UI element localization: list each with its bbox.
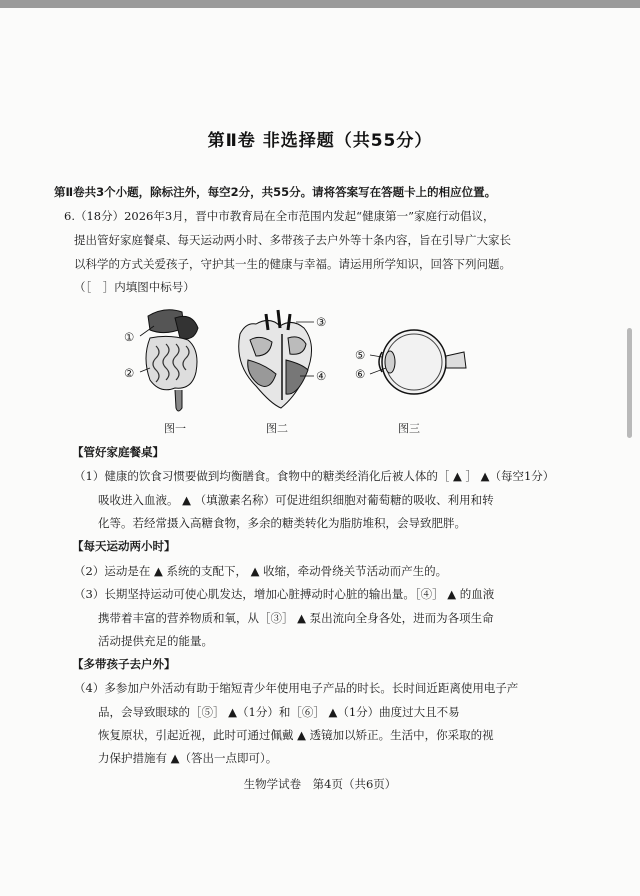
figure-label-4: ④ [316,369,327,383]
digestive-system-figure [120,298,220,418]
question-4-line-2: 品，会导致眼球的［⑤］ ▲（1分）和［⑥］ ▲（1分）曲度过大且不易 [98,705,460,719]
question-4-line-3: 恢复原状，引起近视，此时可通过佩戴 ▲ 透镜加以矫正。生活中，你采取的视 [98,728,494,742]
scrollbar-thumb[interactable] [627,328,632,438]
question-4-line-4: 力保护措施有 ▲（答出一点即可）。 [98,751,278,765]
figure-label-2: ② [124,366,135,380]
question-1-line-3: 化等。若经常摄入高糖食物，多余的糖类转化为脂肪堆积，会导致肥胖。 [98,516,466,530]
question-6-line-4: （［ ］内填图中标号） [74,280,195,294]
figure-3-caption: 图三 [398,422,420,435]
figure-label-1: ① [124,330,135,344]
exam-page [0,8,640,896]
question-4-line-1: （4）多参加户外活动有助于缩短青少年使用电子产品的时长。长时间近距离使用电子产 [74,681,519,695]
figure-label-6: ⑥ [355,367,366,381]
question-6-line-1: 6.（18分）2026年3月，晋中市教育局在全市范围内发起“健康第一”家庭行动倡议， [64,209,495,223]
section-1-heading: 【管好家庭餐桌】 [72,445,164,459]
section-2-heading: 【每天运动两小时】 [72,539,176,553]
question-3-line-2: 携带着丰富的营养物质和氧，从［③］ ▲ 泵出流向全身各处，进而为各项生命 [98,611,494,625]
question-1-line-2: 吸收进入血液。 ▲ （填激素名称）可促进组织细胞对葡萄糖的吸收、利用和转 [98,493,494,507]
figure-2-caption: 图二 [266,422,288,435]
figure-label-3: ③ [316,315,327,329]
question-1-line-1: （1）健康的饮食习惯要做到均衡膳食。食物中的糖类经消化后被人体的［ ▲ ］ ▲（每空1分） [74,469,555,483]
section-instructions: 第Ⅱ卷共3个小题，除标注外，每空2分，共55分。请将答案写在答题卡上的相应位置。 [54,185,497,199]
question-6-line-2: 提出管好家庭餐桌、每天运动两小时、多带孩子去户外等十条内容，旨在引导广大家长 [74,233,511,247]
question-2: （2）运动是在 ▲ 系统的支配下， ▲ 收缩，牵动骨绕关节活动而产生的。 [74,564,448,578]
figure-label-5: ⑤ [355,348,366,362]
section-title: 第Ⅱ卷 非选择题（共55分） [207,131,433,151]
figure-1-caption: 图一 [164,422,186,435]
eyeball-figure [364,322,474,402]
section-3-heading: 【多带孩子去户外】 [72,657,176,671]
question-3-line-3: 活动提供充足的能量。 [98,634,213,648]
page-footer: 生物学试卷 第4页（共6页） [243,777,397,791]
question-6-line-3: 以科学的方式关爱孩子，守护其一生的健康与幸福。请运用所学知识，回答下列问题。 [74,257,511,271]
question-3-line-1: （3）长期坚持运动可使心肌发达，增加心脏搏动时心脏的输出量。［④］ ▲ 的血液 [74,587,495,601]
